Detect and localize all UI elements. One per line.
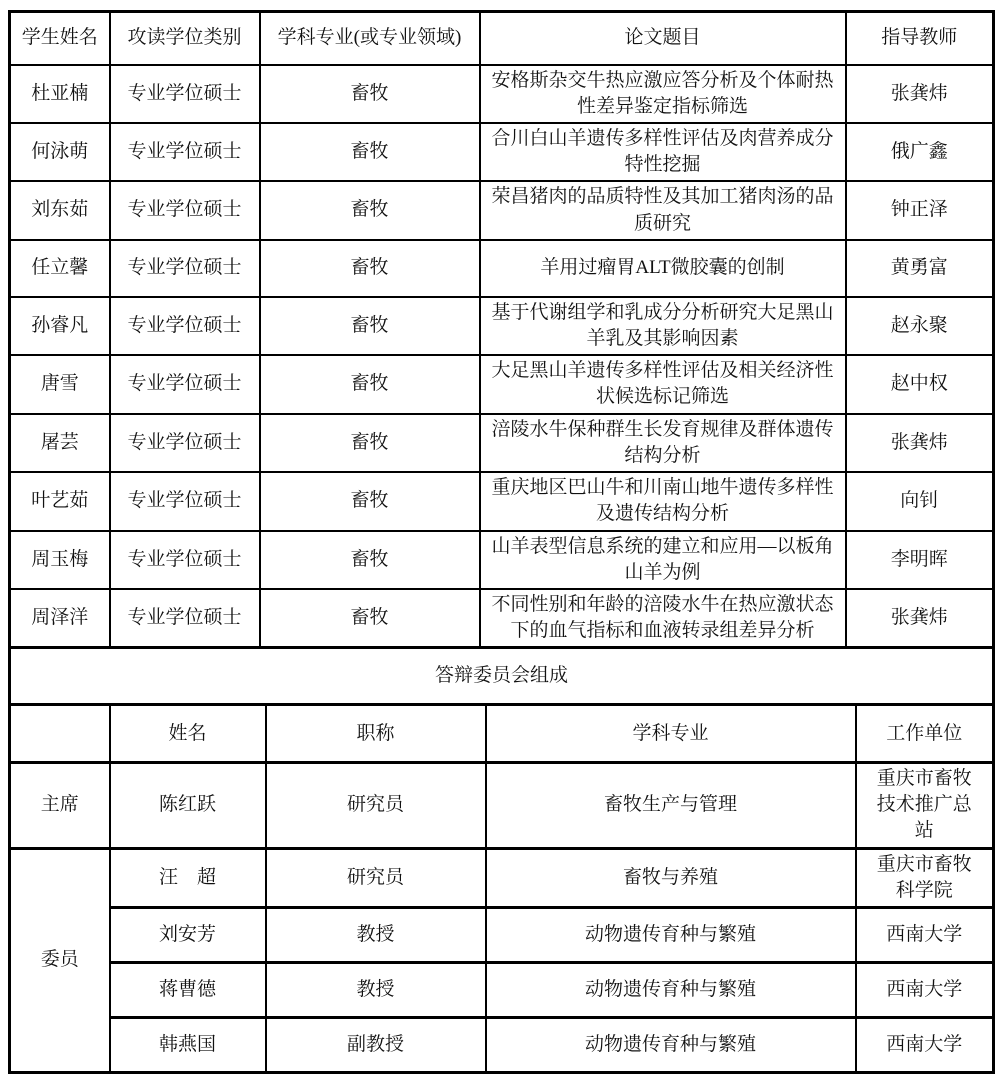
degree-cell: 专业学位硕士	[110, 589, 260, 648]
committee-section-title: 答辩委员会组成	[10, 648, 994, 705]
student-row	[10, 531, 994, 589]
major-cell: 畜牧	[260, 297, 480, 355]
major-cell: 畜牧	[260, 65, 480, 123]
advisor-cell: 俄广鑫	[846, 123, 994, 181]
member-row	[10, 963, 994, 1018]
major-cell: 畜牧	[260, 414, 480, 472]
header-cell-discipline: 学科专业	[486, 706, 856, 762]
major-cell: 畜牧	[260, 123, 480, 181]
member-discipline-cell: 动物遗传育种与繁殖	[486, 908, 856, 963]
major-cell: 畜牧	[260, 589, 480, 648]
students-table	[8, 10, 995, 706]
header-cell-degree-type: 攻读学位类别	[110, 12, 260, 65]
major-cell: 畜牧	[260, 240, 480, 297]
member-title-cell: 教授	[266, 963, 486, 1018]
committee-header-row	[10, 706, 994, 762]
member-discipline-cell: 畜牧与养殖	[486, 848, 856, 907]
member-title-cell: 教授	[266, 908, 486, 963]
student-name-cell: 周玉梅	[10, 531, 110, 589]
member-row	[10, 908, 994, 963]
header-cell-title: 职称	[266, 706, 486, 762]
advisor-cell: 赵永聚	[846, 297, 994, 355]
student-row	[10, 240, 994, 297]
committee-table	[8, 706, 995, 1074]
thesis-title-cell: 大足黑山羊遗传多样性评估及相关经济性状候选标记筛选	[480, 355, 846, 413]
student-row	[10, 355, 994, 413]
committee-section-title-row	[10, 648, 994, 705]
member-name-cell: 韩燕国	[110, 1018, 266, 1073]
student-row	[10, 414, 994, 472]
degree-cell: 专业学位硕士	[110, 240, 260, 297]
member-name-cell: 汪 超	[110, 848, 266, 907]
member-unit-cell: 重庆市畜牧科学院	[856, 848, 994, 907]
degree-cell: 专业学位硕士	[110, 472, 260, 530]
advisor-cell: 赵中权	[846, 355, 994, 413]
student-name-cell: 孙睿凡	[10, 297, 110, 355]
header-cell-major: 学科专业(或专业领域)	[260, 12, 480, 65]
student-row	[10, 181, 994, 239]
degree-cell: 专业学位硕士	[110, 355, 260, 413]
major-cell: 畜牧	[260, 472, 480, 530]
member-discipline-cell: 畜牧生产与管理	[486, 762, 856, 848]
member-unit-cell: 西南大学	[856, 963, 994, 1018]
student-name-cell: 杜亚楠	[10, 65, 110, 123]
member-role-cell: 委员	[10, 848, 110, 1072]
member-unit-cell: 西南大学	[856, 1018, 994, 1073]
degree-cell: 专业学位硕士	[110, 181, 260, 239]
advisor-cell: 张龚炜	[846, 65, 994, 123]
header-cell-thesis-title: 论文题目	[480, 12, 846, 65]
thesis-title-cell: 安格斯杂交牛热应激应答分析及个体耐热性差异鉴定指标筛选	[480, 65, 846, 123]
thesis-title-cell: 山羊表型信息系统的建立和应用—以板角山羊为例	[480, 531, 846, 589]
thesis-title-cell: 重庆地区巴山牛和川南山地牛遗传多样性及遗传结构分析	[480, 472, 846, 530]
student-row	[10, 65, 994, 123]
member-title-cell: 研究员	[266, 848, 486, 907]
thesis-title-cell: 基于代谢组学和乳成分分析研究大足黑山羊乳及其影响因素	[480, 297, 846, 355]
student-name-cell: 屠芸	[10, 414, 110, 472]
thesis-title-cell: 涪陵水牛保种群生长发育规律及群体遗传结构分析	[480, 414, 846, 472]
major-cell: 畜牧	[260, 355, 480, 413]
header-cell-work-unit: 工作单位	[856, 706, 994, 762]
thesis-title-cell: 合川白山羊遗传多样性评估及肉营养成分特性挖掘	[480, 123, 846, 181]
header-cell-student-name: 学生姓名	[10, 12, 110, 65]
major-cell: 畜牧	[260, 531, 480, 589]
major-cell: 畜牧	[260, 181, 480, 239]
student-name-cell: 叶艺茹	[10, 472, 110, 530]
students-header-row	[10, 12, 994, 65]
advisor-cell: 钟正泽	[846, 181, 994, 239]
thesis-title-cell: 不同性别和年龄的涪陵水牛在热应激状态下的血气指标和血液转录组差异分析	[480, 589, 846, 648]
advisor-cell: 张龚炜	[846, 414, 994, 472]
member-name-cell: 陈红跃	[110, 762, 266, 848]
student-name-cell: 任立馨	[10, 240, 110, 297]
header-cell-name: 姓名	[110, 706, 266, 762]
member-unit-cell: 重庆市畜牧技术推广总站	[856, 762, 994, 848]
degree-cell: 专业学位硕士	[110, 123, 260, 181]
degree-cell: 专业学位硕士	[110, 297, 260, 355]
member-row	[10, 848, 994, 907]
advisor-cell: 向钊	[846, 472, 994, 530]
member-unit-cell: 西南大学	[856, 908, 994, 963]
student-row	[10, 589, 994, 648]
student-name-cell: 何泳萌	[10, 123, 110, 181]
thesis-title-cell: 羊用过瘤胃ALT微胶囊的创制	[480, 240, 846, 297]
thesis-title-cell: 荣昌猪肉的品质特性及其加工猪肉汤的品质研究	[480, 181, 846, 239]
degree-cell: 专业学位硕士	[110, 65, 260, 123]
degree-cell: 专业学位硕士	[110, 414, 260, 472]
student-row	[10, 297, 994, 355]
member-discipline-cell: 动物遗传育种与繁殖	[486, 1018, 856, 1073]
chair-role-cell: 主席	[10, 762, 110, 848]
member-discipline-cell: 动物遗传育种与繁殖	[486, 963, 856, 1018]
advisor-cell: 张龚炜	[846, 589, 994, 648]
header-cell-advisor: 指导教师	[846, 12, 994, 65]
chair-row	[10, 762, 994, 848]
member-title-cell: 研究员	[266, 762, 486, 848]
member-name-cell: 刘安芳	[110, 908, 266, 963]
advisor-cell: 黄勇富	[846, 240, 994, 297]
member-title-cell: 副教授	[266, 1018, 486, 1073]
member-name-cell: 蒋曹德	[110, 963, 266, 1018]
student-row	[10, 123, 994, 181]
degree-cell: 专业学位硕士	[110, 531, 260, 589]
student-row	[10, 472, 994, 530]
advisor-cell: 李明晖	[846, 531, 994, 589]
member-row	[10, 1018, 994, 1073]
header-cell-role-blank	[10, 706, 110, 762]
student-name-cell: 周泽洋	[10, 589, 110, 648]
student-name-cell: 唐雪	[10, 355, 110, 413]
student-name-cell: 刘东茹	[10, 181, 110, 239]
